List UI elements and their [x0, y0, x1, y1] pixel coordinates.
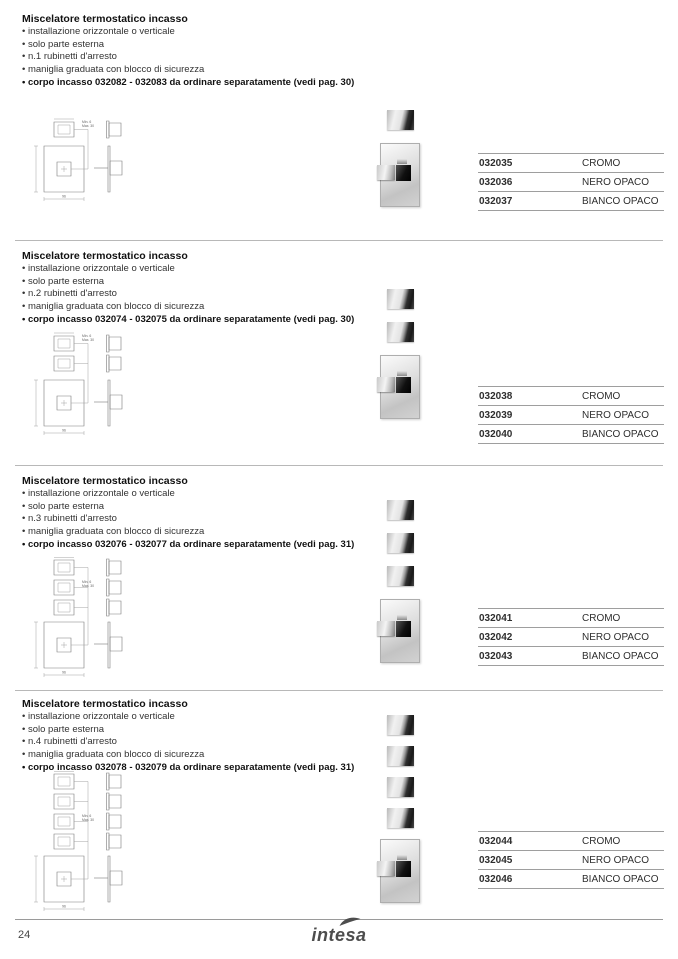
technical-drawing — [20, 556, 145, 682]
drawing-width-label: 96 — [62, 904, 66, 909]
drawing-width-label: 96 — [62, 428, 66, 433]
drawing-depth-min-label: Min. 6 — [82, 120, 92, 124]
product-photo — [378, 289, 422, 419]
product-photo — [378, 715, 422, 903]
product-code: 032044 — [479, 835, 513, 847]
product-finish: BIANCO OPACO — [582, 650, 659, 662]
section-divider — [15, 690, 663, 691]
feature-item-bold: • corpo incasso 032082 - 032083 da ordinare separatamente (vedi pag. 30) — [22, 77, 382, 90]
product-finish: CROMO — [582, 835, 621, 847]
technical-drawing — [20, 330, 145, 442]
product-finish: BIANCO OPACO — [582, 873, 659, 885]
feature-item: • n.1 rubinetti d'arresto — [22, 51, 382, 64]
product-code: 032035 — [479, 157, 513, 169]
section-divider — [15, 465, 663, 466]
plate-black-knob — [396, 165, 411, 181]
product-code: 032036 — [479, 176, 513, 188]
product-code-table — [478, 831, 664, 889]
feature-item: • solo parte esterna — [22, 724, 382, 737]
mixer-plate-photo — [380, 599, 420, 663]
product-code: 032040 — [479, 428, 513, 440]
brand-name: intesa — [311, 925, 367, 945]
plate-black-knob — [396, 377, 411, 393]
drawing-depth-max-label: Max. 30 — [82, 124, 95, 128]
feature-item-bold: • corpo incasso 032076 - 032077 da ordinare separatamente (vedi pag. 31) — [22, 539, 382, 552]
technical-drawing — [20, 770, 145, 916]
product-photo — [378, 110, 422, 207]
product-code: 032042 — [479, 631, 513, 643]
product-code: 032046 — [479, 873, 513, 885]
feature-item: • maniglia graduata con blocco di sicurezza — [22, 526, 382, 539]
product-photo — [378, 500, 422, 663]
table-row — [478, 646, 664, 666]
plate-cartridge-stub — [397, 159, 407, 164]
product-code: 032043 — [479, 650, 513, 662]
drawing-depth-max-label: Max. 30 — [82, 584, 95, 588]
brand-logo — [311, 925, 366, 946]
feature-item-bold: • corpo incasso 032078 - 032079 da ordinare separatamente (vedi pag. 31) — [22, 762, 382, 775]
page-number: 24 — [18, 929, 31, 941]
shutoff-knob-photo — [387, 566, 414, 586]
product-code: 032045 — [479, 854, 513, 866]
logo-leaf-icon — [338, 916, 362, 927]
drawing-width-label: 96 — [62, 194, 66, 199]
table-row — [478, 424, 664, 444]
feature-item: • solo parte esterna — [22, 39, 382, 52]
feature-item: • maniglia graduata con blocco di sicurezza — [22, 749, 382, 762]
table-row — [478, 405, 664, 424]
drawing-depth-max-label: Max. 30 — [82, 338, 95, 342]
product-finish: BIANCO OPACO — [582, 428, 659, 440]
table-row — [478, 869, 664, 889]
mixer-plate-photo — [380, 355, 420, 419]
technical-drawing — [20, 116, 145, 208]
feature-item: • solo parte esterna — [22, 276, 382, 289]
table-row — [478, 608, 664, 627]
product-finish: CROMO — [582, 157, 621, 169]
shutoff-knob-photo — [387, 715, 414, 735]
shutoff-knob-photo — [387, 746, 414, 766]
plate-black-knob — [396, 621, 411, 637]
feature-list — [22, 26, 382, 90]
feature-item: • n.2 rubinetti d'arresto — [22, 288, 382, 301]
product-finish: BIANCO OPACO — [582, 195, 659, 207]
feature-item: • n.3 rubinetti d'arresto — [22, 513, 382, 526]
shutoff-knob-photo — [387, 777, 414, 797]
product-finish: NERO OPACO — [582, 176, 650, 188]
mixer-plate-photo — [380, 839, 420, 903]
product-code: 032038 — [479, 390, 513, 402]
product-description — [22, 475, 382, 552]
product-title: Miscelatore termostatico incasso — [22, 475, 188, 487]
product-code-table — [478, 153, 664, 211]
product-code: 032041 — [479, 612, 513, 624]
table-row — [478, 191, 664, 211]
plate-lever — [377, 165, 395, 180]
shutoff-knob-photo — [387, 500, 414, 520]
plate-cartridge-stub — [397, 371, 407, 376]
feature-list — [22, 263, 382, 327]
feature-item: • installazione orizzontale o verticale — [22, 26, 382, 39]
feature-list — [22, 488, 382, 552]
product-title: Miscelatore termostatico incasso — [22, 13, 188, 25]
product-description — [22, 250, 382, 327]
table-row — [478, 386, 664, 405]
feature-list — [22, 711, 382, 775]
product-finish: CROMO — [582, 390, 621, 402]
drawing-depth-min-label: Min. 6 — [82, 814, 92, 818]
product-title: Miscelatore termostatico incasso — [22, 250, 188, 262]
feature-item: • solo parte esterna — [22, 501, 382, 514]
plate-cartridge-stub — [397, 855, 407, 860]
product-finish: NERO OPACO — [582, 631, 650, 643]
plate-lever — [377, 861, 395, 876]
product-code: 032037 — [479, 195, 513, 207]
product-code: 032039 — [479, 409, 513, 421]
product-description — [22, 13, 382, 90]
product-finish: NERO OPACO — [582, 409, 650, 421]
mixer-plate-photo — [380, 143, 420, 207]
feature-item: • installazione orizzontale o verticale — [22, 263, 382, 276]
feature-item: • maniglia graduata con blocco di sicurezza — [22, 301, 382, 314]
table-row — [478, 831, 664, 850]
shutoff-knob-photo — [387, 808, 414, 828]
feature-item: • installazione orizzontale o verticale — [22, 488, 382, 501]
product-code-table — [478, 386, 664, 444]
drawing-depth-min-label: Min. 6 — [82, 580, 92, 584]
drawing-depth-min-label: Min. 6 — [82, 334, 92, 338]
plate-lever — [377, 377, 395, 392]
table-row — [478, 153, 664, 172]
plate-black-knob — [396, 861, 411, 877]
table-row — [478, 627, 664, 646]
shutoff-knob-photo — [387, 533, 414, 553]
feature-item: • n.4 rubinetti d'arresto — [22, 736, 382, 749]
feature-item: • installazione orizzontale o verticale — [22, 711, 382, 724]
table-row — [478, 850, 664, 869]
product-finish: CROMO — [582, 612, 621, 624]
section-divider — [15, 240, 663, 241]
drawing-depth-max-label: Max. 30 — [82, 818, 95, 822]
plate-lever — [377, 621, 395, 636]
product-title: Miscelatore termostatico incasso — [22, 698, 188, 710]
feature-item: • maniglia graduata con blocco di sicurezza — [22, 64, 382, 77]
shutoff-knob-photo — [387, 322, 414, 342]
table-row — [478, 172, 664, 191]
product-code-table — [478, 608, 664, 666]
product-finish: NERO OPACO — [582, 854, 650, 866]
drawing-width-label: 96 — [62, 670, 66, 675]
feature-item-bold: • corpo incasso 032074 - 032075 da ordinare separatamente (vedi pag. 30) — [22, 314, 382, 327]
product-description — [22, 698, 382, 775]
shutoff-knob-photo — [387, 110, 414, 130]
plate-cartridge-stub — [397, 615, 407, 620]
shutoff-knob-photo — [387, 289, 414, 309]
